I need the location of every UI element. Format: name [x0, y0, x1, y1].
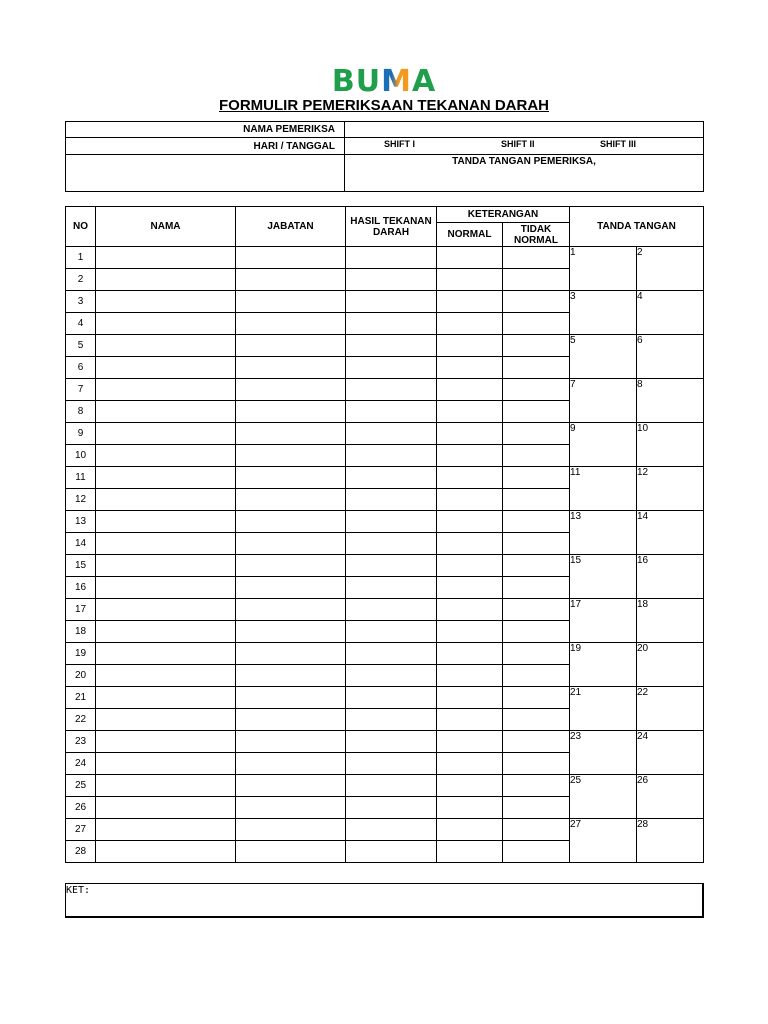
hasil-cell[interactable] — [346, 687, 437, 709]
normal-cell[interactable] — [437, 423, 503, 445]
table-row — [66, 687, 704, 709]
signature-cell[interactable] — [570, 819, 637, 863]
tidak-normal-cell[interactable] — [503, 511, 570, 533]
tidak-normal-cell[interactable] — [503, 357, 570, 379]
nama-cell[interactable] — [96, 467, 236, 489]
row-number: 27 — [66, 819, 96, 841]
tidak-normal-cell[interactable] — [503, 621, 570, 643]
tidak-normal-cell[interactable] — [503, 797, 570, 819]
logo-letter-a: A — [411, 64, 437, 99]
hasil-cell[interactable] — [346, 247, 437, 269]
normal-cell[interactable] — [437, 687, 503, 709]
tidak-normal-cell[interactable] — [503, 775, 570, 797]
examiner-info-table — [65, 121, 704, 192]
normal-cell[interactable] — [437, 577, 503, 599]
hasil-cell[interactable] — [346, 753, 437, 775]
signature-cell[interactable] — [637, 599, 704, 643]
signature-cell[interactable] — [570, 291, 637, 335]
jabatan-cell[interactable] — [236, 621, 346, 643]
hasil-cell[interactable] — [346, 555, 437, 577]
signature-number: 12 — [637, 467, 649, 478]
signature-number: 27 — [570, 819, 582, 830]
tidak-normal-cell[interactable] — [503, 467, 570, 489]
col-header-jabatan: JABATAN — [236, 207, 346, 247]
normal-cell[interactable] — [437, 797, 503, 819]
signature-cell[interactable] — [637, 379, 704, 423]
header-blank-cell — [66, 155, 345, 192]
jabatan-cell[interactable] — [236, 819, 346, 841]
nama-cell[interactable] — [96, 357, 236, 379]
nama-cell[interactable] — [96, 797, 236, 819]
ket-label: KET: — [66, 885, 91, 896]
signature-number: 25 — [570, 775, 582, 786]
table-row — [66, 555, 704, 577]
signature-cell[interactable] — [570, 335, 637, 379]
nama-cell[interactable] — [96, 841, 236, 863]
signature-number: 5 — [570, 335, 576, 346]
normal-cell[interactable] — [437, 643, 503, 665]
nama-cell[interactable] — [96, 643, 236, 665]
jabatan-cell[interactable] — [236, 665, 346, 687]
nama-cell[interactable] — [96, 621, 236, 643]
tidak-normal-cell[interactable] — [503, 643, 570, 665]
tanda-tangan-pemeriksa-label: TANDA TANGAN PEMERIKSA, — [452, 156, 596, 167]
hasil-cell[interactable] — [346, 775, 437, 797]
jabatan-cell[interactable] — [236, 269, 346, 291]
signature-cell[interactable] — [570, 687, 637, 731]
normal-cell[interactable] — [437, 555, 503, 577]
nama-cell[interactable] — [96, 423, 236, 445]
normal-cell[interactable] — [437, 533, 503, 555]
table-row — [66, 643, 704, 665]
signature-cell[interactable] — [637, 247, 704, 291]
nama-cell[interactable] — [96, 687, 236, 709]
row-number: 2 — [66, 269, 96, 291]
row-number: 18 — [66, 621, 96, 643]
row-number: 12 — [66, 489, 96, 511]
table-row — [66, 379, 704, 401]
hasil-cell[interactable] — [346, 621, 437, 643]
nama-cell[interactable] — [96, 599, 236, 621]
normal-cell[interactable] — [437, 731, 503, 753]
signature-cell[interactable] — [637, 291, 704, 335]
signature-cell[interactable] — [570, 467, 637, 511]
normal-cell[interactable] — [437, 665, 503, 687]
nama-cell[interactable] — [96, 753, 236, 775]
jabatan-cell[interactable] — [236, 555, 346, 577]
nama-cell[interactable] — [96, 819, 236, 841]
col-header-tidak-line1: TIDAK — [520, 223, 552, 235]
row-number: 17 — [66, 599, 96, 621]
signature-cell[interactable] — [570, 555, 637, 599]
signature-cell[interactable] — [637, 423, 704, 467]
jabatan-cell[interactable] — [236, 467, 346, 489]
logo-letter-u: U — [355, 64, 382, 99]
normal-cell[interactable] — [437, 819, 503, 841]
signature-number: 7 — [570, 379, 576, 390]
ket-box[interactable] — [65, 883, 704, 918]
nama-cell[interactable] — [96, 401, 236, 423]
tidak-normal-cell[interactable] — [503, 291, 570, 313]
row-number: 20 — [66, 665, 96, 687]
tidak-normal-cell[interactable] — [503, 269, 570, 291]
tidak-normal-cell[interactable] — [503, 577, 570, 599]
nama-cell[interactable] — [96, 379, 236, 401]
normal-cell[interactable] — [437, 357, 503, 379]
normal-cell[interactable] — [437, 401, 503, 423]
jabatan-cell[interactable] — [236, 775, 346, 797]
signature-number: 21 — [570, 687, 582, 698]
hasil-cell[interactable] — [346, 731, 437, 753]
hasil-cell[interactable] — [346, 841, 437, 863]
signature-cell[interactable] — [637, 731, 704, 775]
table-body — [66, 247, 704, 863]
signature-number: 28 — [637, 819, 649, 830]
nama-cell[interactable] — [96, 555, 236, 577]
signature-number: 13 — [570, 511, 582, 522]
hari-tanggal-label: HARI / TANGGAL — [66, 138, 345, 155]
normal-cell[interactable] — [437, 335, 503, 357]
normal-cell[interactable] — [437, 709, 503, 731]
tidak-normal-cell[interactable] — [503, 819, 570, 841]
signature-cell[interactable] — [570, 247, 637, 291]
tidak-normal-cell[interactable] — [503, 379, 570, 401]
signature-number: 14 — [637, 511, 649, 522]
hasil-cell[interactable] — [346, 533, 437, 555]
jabatan-cell[interactable] — [236, 797, 346, 819]
table-row — [66, 291, 704, 313]
row-number: 8 — [66, 401, 96, 423]
table-row — [66, 599, 704, 621]
normal-cell[interactable] — [437, 445, 503, 467]
nama-cell[interactable] — [96, 489, 236, 511]
logo-letter-b: B — [331, 64, 356, 99]
signature-number: 16 — [637, 555, 649, 566]
jabatan-cell[interactable] — [236, 709, 346, 731]
tidak-normal-cell[interactable] — [503, 445, 570, 467]
col-header-nama: NAMA — [96, 207, 236, 247]
normal-cell[interactable] — [437, 489, 503, 511]
table-row — [66, 775, 704, 797]
company-logo — [0, 64, 768, 100]
signature-number: 1 — [570, 247, 576, 258]
normal-cell[interactable] — [437, 467, 503, 489]
nama-cell[interactable] — [96, 269, 236, 291]
tidak-normal-cell[interactable] — [503, 599, 570, 621]
table-row — [66, 467, 704, 489]
tidak-normal-cell[interactable] — [503, 335, 570, 357]
hasil-cell[interactable] — [346, 797, 437, 819]
normal-cell[interactable] — [437, 621, 503, 643]
signature-number: 2 — [637, 247, 643, 258]
hasil-cell[interactable] — [346, 643, 437, 665]
hasil-cell[interactable] — [346, 467, 437, 489]
signature-cell[interactable] — [637, 819, 704, 863]
jabatan-cell[interactable] — [236, 533, 346, 555]
col-header-tidak-normal — [503, 223, 570, 247]
row-number: 10 — [66, 445, 96, 467]
signature-cell[interactable] — [637, 511, 704, 555]
jabatan-cell[interactable] — [236, 687, 346, 709]
jabatan-cell[interactable] — [236, 599, 346, 621]
col-header-hasil-line1: HASIL TEKANAN — [350, 215, 432, 227]
logo-letter-m: M — [381, 64, 412, 99]
nama-cell[interactable] — [96, 533, 236, 555]
hasil-cell[interactable] — [346, 379, 437, 401]
hasil-cell[interactable] — [346, 291, 437, 313]
table-row — [66, 423, 704, 445]
jabatan-cell[interactable] — [236, 291, 346, 313]
row-number: 6 — [66, 357, 96, 379]
tidak-normal-cell[interactable] — [503, 687, 570, 709]
nama-pemeriksa-label: NAMA PEMERIKSA — [66, 122, 345, 138]
jabatan-cell[interactable] — [236, 489, 346, 511]
signature-number: 4 — [637, 291, 643, 302]
signature-number: 9 — [570, 423, 576, 434]
hasil-cell[interactable] — [346, 269, 437, 291]
signature-number: 24 — [637, 731, 649, 742]
normal-cell[interactable] — [437, 841, 503, 863]
signature-cell[interactable] — [570, 643, 637, 687]
signature-cell[interactable] — [570, 599, 637, 643]
row-number: 23 — [66, 731, 96, 753]
page-title: FORMULIR PEMERIKSAAN TEKANAN DARAH — [219, 97, 549, 114]
row-number: 3 — [66, 291, 96, 313]
row-number: 24 — [66, 753, 96, 775]
shift-1-label: SHIFT I — [384, 139, 415, 149]
signature-number: 6 — [637, 335, 643, 346]
nama-cell[interactable] — [96, 775, 236, 797]
shift-cell[interactable] — [345, 138, 704, 155]
col-header-tanda-tangan: TANDA TANGAN — [570, 207, 704, 247]
jabatan-cell[interactable] — [236, 357, 346, 379]
table-row — [66, 819, 704, 841]
hasil-cell[interactable] — [346, 423, 437, 445]
shift-2-label: SHIFT II — [501, 139, 535, 149]
tidak-normal-cell[interactable] — [503, 423, 570, 445]
signature-number: 18 — [637, 599, 649, 610]
row-number: 19 — [66, 643, 96, 665]
signature-cell[interactable] — [637, 687, 704, 731]
normal-cell[interactable] — [437, 269, 503, 291]
row-number: 5 — [66, 335, 96, 357]
row-number: 15 — [66, 555, 96, 577]
tidak-normal-cell[interactable] — [503, 753, 570, 775]
hasil-cell[interactable] — [346, 401, 437, 423]
normal-cell[interactable] — [437, 291, 503, 313]
tidak-normal-cell[interactable] — [503, 709, 570, 731]
normal-cell[interactable] — [437, 313, 503, 335]
table-row — [66, 247, 704, 269]
signature-cell[interactable] — [570, 379, 637, 423]
nama-pemeriksa-field[interactable] — [345, 122, 704, 138]
nama-cell[interactable] — [96, 709, 236, 731]
nama-cell[interactable] — [96, 665, 236, 687]
normal-cell[interactable] — [437, 753, 503, 775]
tidak-normal-cell[interactable] — [503, 489, 570, 511]
jabatan-cell[interactable] — [236, 643, 346, 665]
col-header-keterangan: KETERANGAN — [437, 207, 570, 223]
hasil-cell[interactable] — [346, 335, 437, 357]
nama-cell[interactable] — [96, 731, 236, 753]
row-number: 13 — [66, 511, 96, 533]
row-number: 9 — [66, 423, 96, 445]
signature-number: 8 — [637, 379, 643, 390]
jabatan-cell[interactable] — [236, 445, 346, 467]
tidak-normal-cell[interactable] — [503, 731, 570, 753]
blood-pressure-table — [65, 206, 704, 863]
jabatan-cell[interactable] — [236, 841, 346, 863]
row-number: 16 — [66, 577, 96, 599]
col-header-no: NO — [66, 207, 96, 247]
hasil-cell[interactable] — [346, 599, 437, 621]
signature-cell[interactable] — [570, 731, 637, 775]
tidak-normal-cell[interactable] — [503, 665, 570, 687]
hasil-cell[interactable] — [346, 577, 437, 599]
table-row — [66, 731, 704, 753]
row-number: 1 — [66, 247, 96, 269]
signature-number: 10 — [637, 423, 649, 434]
nama-cell[interactable] — [96, 511, 236, 533]
nama-cell[interactable] — [96, 291, 236, 313]
hasil-cell[interactable] — [346, 357, 437, 379]
nama-cell[interactable] — [96, 445, 236, 467]
tidak-normal-cell[interactable] — [503, 401, 570, 423]
signature-cell[interactable] — [637, 467, 704, 511]
signature-cell[interactable] — [570, 423, 637, 467]
hasil-cell[interactable] — [346, 709, 437, 731]
jabatan-cell[interactable] — [236, 379, 346, 401]
signature-number: 23 — [570, 731, 582, 742]
tidak-normal-cell[interactable] — [503, 247, 570, 269]
jabatan-cell[interactable] — [236, 577, 346, 599]
nama-cell[interactable] — [96, 577, 236, 599]
row-number: 28 — [66, 841, 96, 863]
table-row — [66, 335, 704, 357]
jabatan-cell[interactable] — [236, 335, 346, 357]
nama-cell[interactable] — [96, 335, 236, 357]
signature-cell[interactable] — [637, 335, 704, 379]
row-number: 4 — [66, 313, 96, 335]
row-number: 7 — [66, 379, 96, 401]
row-number: 21 — [66, 687, 96, 709]
hasil-cell[interactable] — [346, 665, 437, 687]
jabatan-cell[interactable] — [236, 423, 346, 445]
signature-cell[interactable] — [637, 555, 704, 599]
tidak-normal-cell[interactable] — [503, 533, 570, 555]
col-header-tidak-line2: NORMAL — [514, 234, 558, 246]
jabatan-cell[interactable] — [236, 511, 346, 533]
jabatan-cell[interactable] — [236, 731, 346, 753]
normal-cell[interactable] — [437, 599, 503, 621]
jabatan-cell[interactable] — [236, 247, 346, 269]
tidak-normal-cell[interactable] — [503, 841, 570, 863]
tanda-tangan-pemeriksa-cell[interactable] — [345, 155, 704, 192]
normal-cell[interactable] — [437, 775, 503, 797]
col-header-hasil — [346, 207, 437, 247]
jabatan-cell[interactable] — [236, 313, 346, 335]
col-header-normal: NORMAL — [437, 223, 503, 247]
hasil-cell[interactable] — [346, 445, 437, 467]
signature-cell[interactable] — [637, 775, 704, 819]
signature-cell[interactable] — [637, 643, 704, 687]
signature-number: 3 — [570, 291, 576, 302]
row-number: 11 — [66, 467, 96, 489]
tidak-normal-cell[interactable] — [503, 555, 570, 577]
signature-number: 19 — [570, 643, 582, 654]
nama-cell[interactable] — [96, 247, 236, 269]
row-number: 25 — [66, 775, 96, 797]
hasil-cell[interactable] — [346, 819, 437, 841]
normal-cell[interactable] — [437, 379, 503, 401]
tidak-normal-cell[interactable] — [503, 313, 570, 335]
signature-cell[interactable] — [570, 775, 637, 819]
signature-number: 20 — [637, 643, 649, 654]
shift-3-label: SHIFT III — [600, 139, 636, 149]
hasil-cell[interactable] — [346, 313, 437, 335]
nama-cell[interactable] — [96, 313, 236, 335]
row-number: 26 — [66, 797, 96, 819]
signature-number: 15 — [570, 555, 582, 566]
table-row — [66, 511, 704, 533]
col-header-hasil-line2: DARAH — [372, 226, 410, 238]
signature-number: 17 — [570, 599, 582, 610]
hasil-cell[interactable] — [346, 511, 437, 533]
signature-number: 11 — [570, 467, 581, 478]
signature-cell[interactable] — [570, 511, 637, 555]
jabatan-cell[interactable] — [236, 753, 346, 775]
row-number: 14 — [66, 533, 96, 555]
signature-number: 22 — [637, 687, 649, 698]
normal-cell[interactable] — [437, 247, 503, 269]
signature-number: 26 — [637, 775, 649, 786]
jabatan-cell[interactable] — [236, 401, 346, 423]
normal-cell[interactable] — [437, 511, 503, 533]
row-number: 22 — [66, 709, 96, 731]
hasil-cell[interactable] — [346, 489, 437, 511]
